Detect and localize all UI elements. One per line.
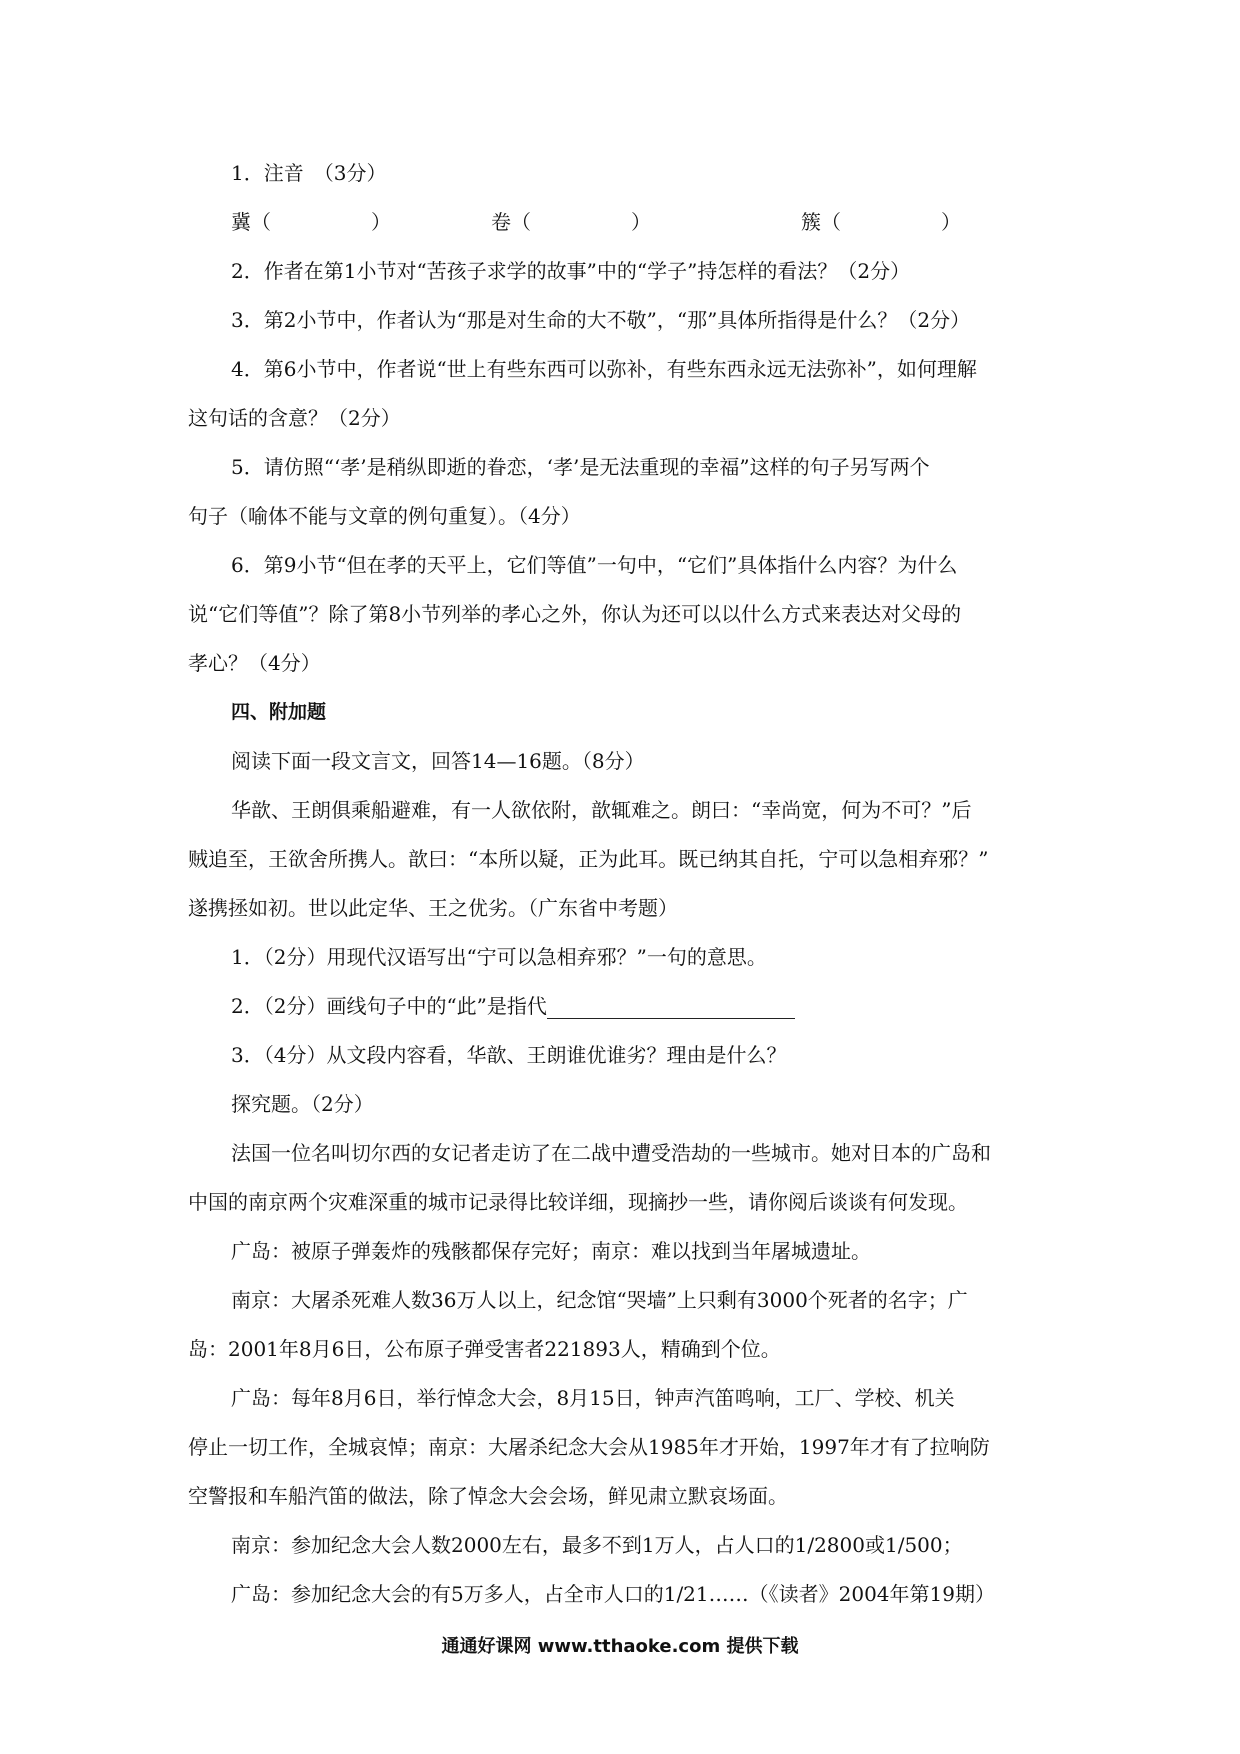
sub-question-3: 3．（4分）从文段内容看，华歆、王朗谁优谁劣？理由是什么？ — [231, 1043, 787, 1067]
explore-line-3: 广岛：被原子弹轰炸的残骸都保存完好；南京：难以找到当年屠城遗址。 — [231, 1239, 871, 1263]
question-2: 2．作者在第1小节对“苦孩子求学的故事”中的“学子”持怎样的看法？（2分） — [231, 259, 911, 283]
sub-question-1: 1．（2分）用现代汉语写出“宁可以急相弃邪？”一句的意思。 — [231, 945, 767, 969]
explore-line-2: 中国的南京两个灾难深重的城市记录得比较详细，现摘抄一些，请你阅后谈谈有何发现。 — [188, 1190, 968, 1214]
page-footer: 通通好课网 www.tthaoke.com 提供下载 — [441, 1636, 799, 1657]
explore-line-6: 广岛：每年8月6日，举行悼念大会，8月15日，钟声汽笛鸣响，工厂、学校、机关 — [231, 1386, 955, 1410]
question-4-line-2: 这句话的含意？（2分） — [188, 406, 401, 430]
sub-question-2-text: 2．（2分）画线句子中的“此”是指代 — [231, 994, 547, 1018]
explore-line-4: 南京：大屠杀死难人数36万人以上，纪念馆“哭墙”上只剩有3000个死者的名字；广 — [231, 1288, 968, 1312]
question-1-title: 1．注音 （3分） — [231, 161, 387, 185]
pinyin-row — [188, 207, 1058, 237]
passage-intro: 阅读下面一段文言文，回答14—16题。（8分） — [231, 749, 645, 773]
question-5-line-2: 句子（喻体不能与文章的例句重复）。（4分） — [188, 504, 581, 528]
question-6-line-2: 说“它们等值”？除了第8小节列举的孝心之外，你认为还可以以什么方式来表达对父母的 — [188, 602, 962, 626]
passage-line-1: 华歆、王朗俱乘船避难，有一人欲依附，歆辄难之。朗曰：“幸尚宽，何为不可？”后 — [231, 798, 972, 822]
explore-line-9: 南京：参加纪念大会人数2000左右，最多不到1万人，占人口的1/2800或1/500； — [231, 1533, 963, 1557]
explore-line-1: 法国一位名叫切尔西的女记者走访了在二战中遭受浩劫的一些城市。她对日本的广岛和 — [231, 1141, 991, 1165]
question-6-line-1: 6．第9小节“但在孝的天平上，它们等值”一句中，“它们”具体指什么内容？为什么 — [231, 553, 958, 577]
sub-question-2 — [188, 991, 1058, 1021]
pinyin-blank-1: 冀（ ） — [231, 210, 391, 234]
answer-blank-line — [547, 996, 795, 1019]
question-3: 3．第2小节中，作者认为“那是对生命的大不敬”，“那”具体所指得是什么？（2分） — [231, 308, 971, 332]
section-heading: 四、附加题 — [231, 701, 327, 723]
passage-line-3: 遂携拯如初。世以此定华、王之优劣。（广东省中考题） — [188, 896, 678, 920]
passage-line-2: 贼追至，王欲舍所携人。歆曰：“本所以疑，正为此耳。既已纳其自托，宁可以急相弃邪？” — [188, 847, 989, 871]
explore-line-7: 停止一切工作，全城哀悼；南京：大屠杀纪念大会从1985年才开始，1997年才有了拉响防 — [188, 1435, 990, 1459]
document-body — [188, 158, 1058, 1628]
question-6-line-3: 孝心？（4分） — [188, 651, 321, 675]
pinyin-blank-2: 卷（ ） — [491, 210, 651, 234]
explore-heading: 探究题。（2分） — [231, 1092, 374, 1116]
explore-line-10: 广岛：参加纪念大会的有5万多人，占全市人口的1/21……（《读者》2004年第19期） — [231, 1582, 995, 1606]
question-5-line-1: 5．请仿照“‘孝’是稍纵即逝的眷恋，‘孝’是无法重现的幸福”这样的句子另写两个 — [231, 455, 930, 479]
explore-line-5: 岛：2001年8月6日，公布原子弹受害者221893人，精确到个位。 — [188, 1337, 781, 1361]
question-4-line-1: 4．第6小节中，作者说“世上有些东西可以弥补，有些东西永远无法弥补”，如何理解 — [231, 357, 977, 381]
explore-line-8: 空警报和车船汽笛的做法，除了悼念大会会场，鲜见肃立默哀场面。 — [188, 1484, 788, 1508]
pinyin-blank-3: 簇（ ） — [801, 210, 961, 234]
